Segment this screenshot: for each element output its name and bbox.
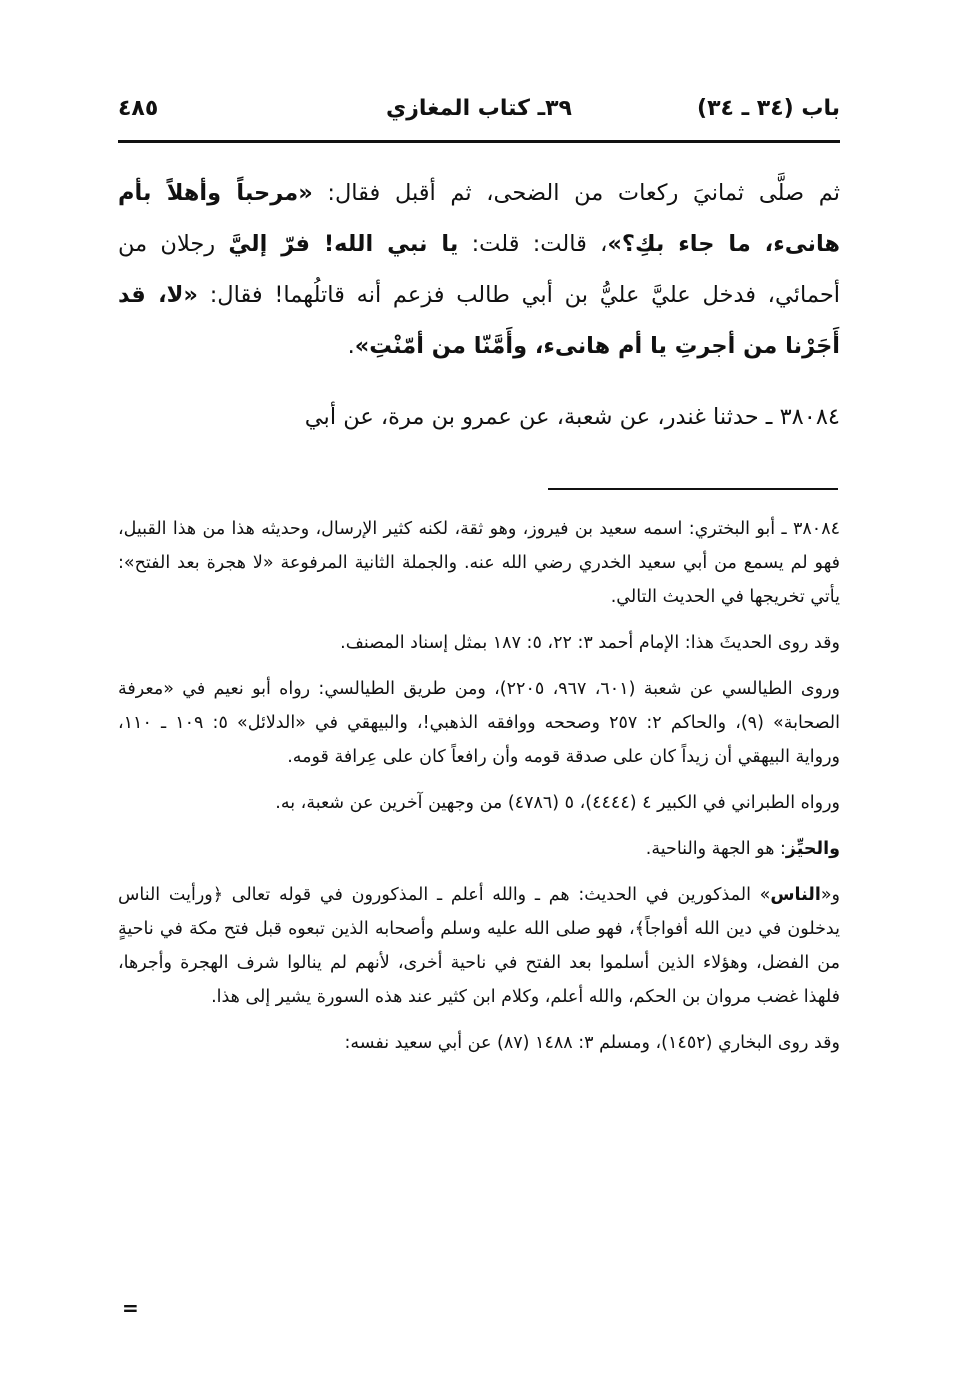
prophet-quote: «مرحباً وأهلاً بأم هانىء، ما جاء بكِ؟» xyxy=(118,180,840,257)
footnote-paragraph xyxy=(118,878,840,1014)
glossary-term: الناس xyxy=(770,885,821,905)
footnote-paragraph: وقد روى البخاري (١٤٥٢)، ومسلم ٣: ١٤٨٨ (٨٧) عن أبي سعيد نفسه: xyxy=(344,1033,840,1053)
chapter-heading: باب (٣٤ ـ ٣٤) xyxy=(697,96,840,121)
hadith-38084-start: ٣٨٠٨٤ ـ حدثنا غندر، عن شعبة، عن عمرو بن مرة، عن أبي xyxy=(304,404,840,430)
header-divider xyxy=(118,140,840,143)
page-number: ٤٨٥ xyxy=(118,96,159,121)
narrator-quote: يا نبي الله! فرّ إليَّ xyxy=(228,231,459,257)
glossary-definition: : هو الجهة والناحية. xyxy=(645,839,786,859)
continuation-mark: = xyxy=(122,1296,139,1320)
hadith-paragraph xyxy=(118,168,840,372)
text-run: و« xyxy=(820,885,840,905)
text-run: رجلان من أحمائي، فدخل عليَّ عليُّ بن أبي طالب فزعم أنه قاتلُهما! فقال: xyxy=(118,231,840,308)
text-run: . xyxy=(347,333,355,359)
page-header xyxy=(118,92,840,136)
footnote-paragraph: ورواه الطبراني في الكبير ٤ (٤٤٤٤)، ٥ (٤٧٨٦) من وجهين آخرين عن شعبة، به. xyxy=(275,793,840,813)
text-run: ثم صلَّى ثمانيَ ركعات من الضحى، ثم أقبل فقال: xyxy=(312,180,840,206)
footnote-paragraph xyxy=(118,832,840,866)
text-run: » المذكورين في الحديث: هم ـ والله أعلم ـ المذكورون في قوله تعالى ﴿ورأيت الناس يدخلون في دين الله أفواجاً﴾، فهو صلى الله عليه وسلم وأصحابه الذين تبعوه قبل فتح مكة في ناحيةٍ من الفضل، وهؤلاء الذين أسلموا بعد الفتح في ناحية أخرى، لأنهم لم ينالوا شرف الهجرة وأجرها، فلهذا غضب مروان بن الحكم، والله أعلم، وكلام ابن كثير عند هذه السورة يشير إلى هذا. xyxy=(118,885,840,1007)
glossary-term: والحيِّز xyxy=(785,839,840,859)
footnotes xyxy=(118,512,840,1072)
footnote-paragraph: وقد روى الحديثَ هذا: الإمام أحمد ٣: ٢٢، ٥: ١٨٧ بمثل إسناد المصنف. xyxy=(340,633,840,653)
footnote-paragraph: وروى الطيالسي عن شعبة (٦٠١، ٩٦٧، ٢٢٠٥)، ومن طريق الطيالسي: رواه أبو نعيم في «معرفة الصحابة» (٩)، والحاكم ٢: ٢٥٧ وصححه ووافقه الذهبي!، والبيهقي في «الدلائل» ٥: ١٠٩ ـ ١١٠، ورواية البيهقي أن زيداً كان على صدقة قومه وأن رافعاً كان على عِرافة قومه. xyxy=(118,679,840,767)
footnote-divider xyxy=(548,488,838,490)
prophet-quote: «لا، قد أَجَرْنا من أجرتِ يا أم هانىء، وأَمَّنّا من أمّنْتِ» xyxy=(118,282,840,359)
footnote-paragraph: ٣٨٠٨٤ ـ أبو البختري: اسمه سعيد بن فيروز، وهو ثقة، لكنه كثير الإرسال، وحديثه هذا من هذا القبيل، فهو لم يسمع من أبي سعيد الخدري رضي الله عنه. والجملة الثانية المرفوعة «لا هجرة بعد الفتح»: يأتي تخريجها في الحديث التالي. xyxy=(118,519,840,607)
main-text xyxy=(118,168,840,443)
book-title: ٣٩ـ كتاب المغازي xyxy=(386,96,572,121)
text-run: ، قالت: قلت: xyxy=(458,231,608,257)
